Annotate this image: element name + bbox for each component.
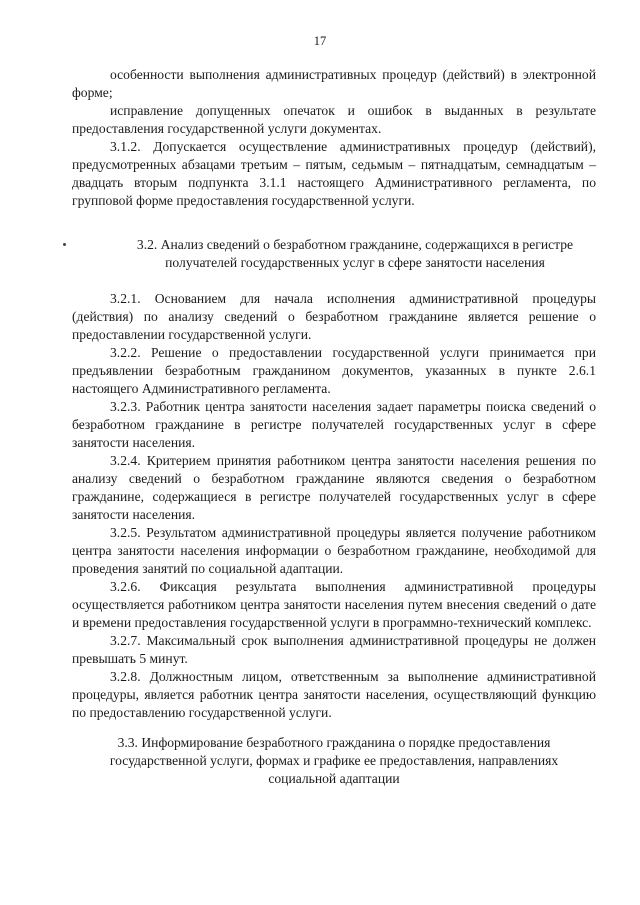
heading-3-3-wrap	[84, 734, 584, 788]
section-3-2-body	[72, 290, 596, 722]
paragraph-3-2-5: 3.2.5. Результатом административной процедуры является получение работником центра занятости населения информации о безработном гражданине, необходимой для проведения занятий по социальной адаптации.	[72, 525, 596, 576]
paragraph-3-2-4: 3.2.4. Критерием принятия работником центра занятости населения решения по анализу сведений о безработном гражданине являются сведения о безработном гражданине, содержащиеся в регистре получателей государственных услуг в сфере занятости населения.	[72, 453, 596, 522]
paragraph-3-2-7: 3.2.7. Максимальный срок выполнения административной процедуры не должен превышать 5 минут.	[72, 633, 596, 666]
paragraph-error-correction: исправление допущенных опечаток и ошибок в выданных в результате предоставления государственной услуги документах.	[72, 103, 596, 136]
section-heading-3-3: 3.3. Информирование безработного гражданина о порядке предоставления государственной услуги, формах и графике ее предоставления, направлениях социальной адаптации	[109, 735, 559, 786]
section-3-1-tail	[72, 66, 596, 210]
paragraph-3-2-2: 3.2.2. Решение о предоставлении государственной услуги принимается при предъявлении безработным гражданином документов, указанных в пункте 2.6.1 настоящего Административного регламента.	[72, 345, 596, 396]
margin-mark	[63, 243, 66, 246]
paragraph-3-1-2: 3.1.2. Допускается осуществление административных процедур (действий), предусмотренных абзацами третьим – пятым, седьмым – пятнадцатым, семнадцатым – двадцать вторым подпункта 3.1.1 настоящего Административного регламента, по групповой форме предоставления государственной услуги.	[72, 139, 596, 208]
paragraph-electronic-form: особенности выполнения административных процедур (действий) в электронной форме;	[72, 67, 596, 100]
page-number: 17	[313, 34, 327, 48]
heading-3-2-wrap	[112, 236, 598, 272]
paragraph-3-2-8: 3.2.8. Должностным лицом, ответственным за выполнение административной процедуры, является работник центра занятости населения, осуществляющий функцию по предоставлению государственной услуги.	[72, 669, 596, 720]
paragraph-3-2-6: 3.2.6. Фиксация результата выполнения административной процедуры осуществляется работником центра занятости населения путем внесения сведений о дате и времени предоставления государственной услуги в программно-технический комплекс.	[72, 579, 596, 630]
section-heading-3-2: 3.2. Анализ сведений о безработном гражданине, содержащихся в регистре получателей государственных услуг в сфере занятости населения	[136, 237, 574, 270]
paragraph-3-2-1: 3.2.1. Основанием для начала исполнения административной процедуры (действия) по анализу сведений о безработном гражданине является решение о предоставлении государственной услуги.	[72, 291, 596, 342]
paragraph-3-2-3: 3.2.3. Работник центра занятости населения задает параметры поиска сведений о безработном гражданине в регистре получателей государственных услуг в сфере занятости населения.	[72, 399, 596, 450]
